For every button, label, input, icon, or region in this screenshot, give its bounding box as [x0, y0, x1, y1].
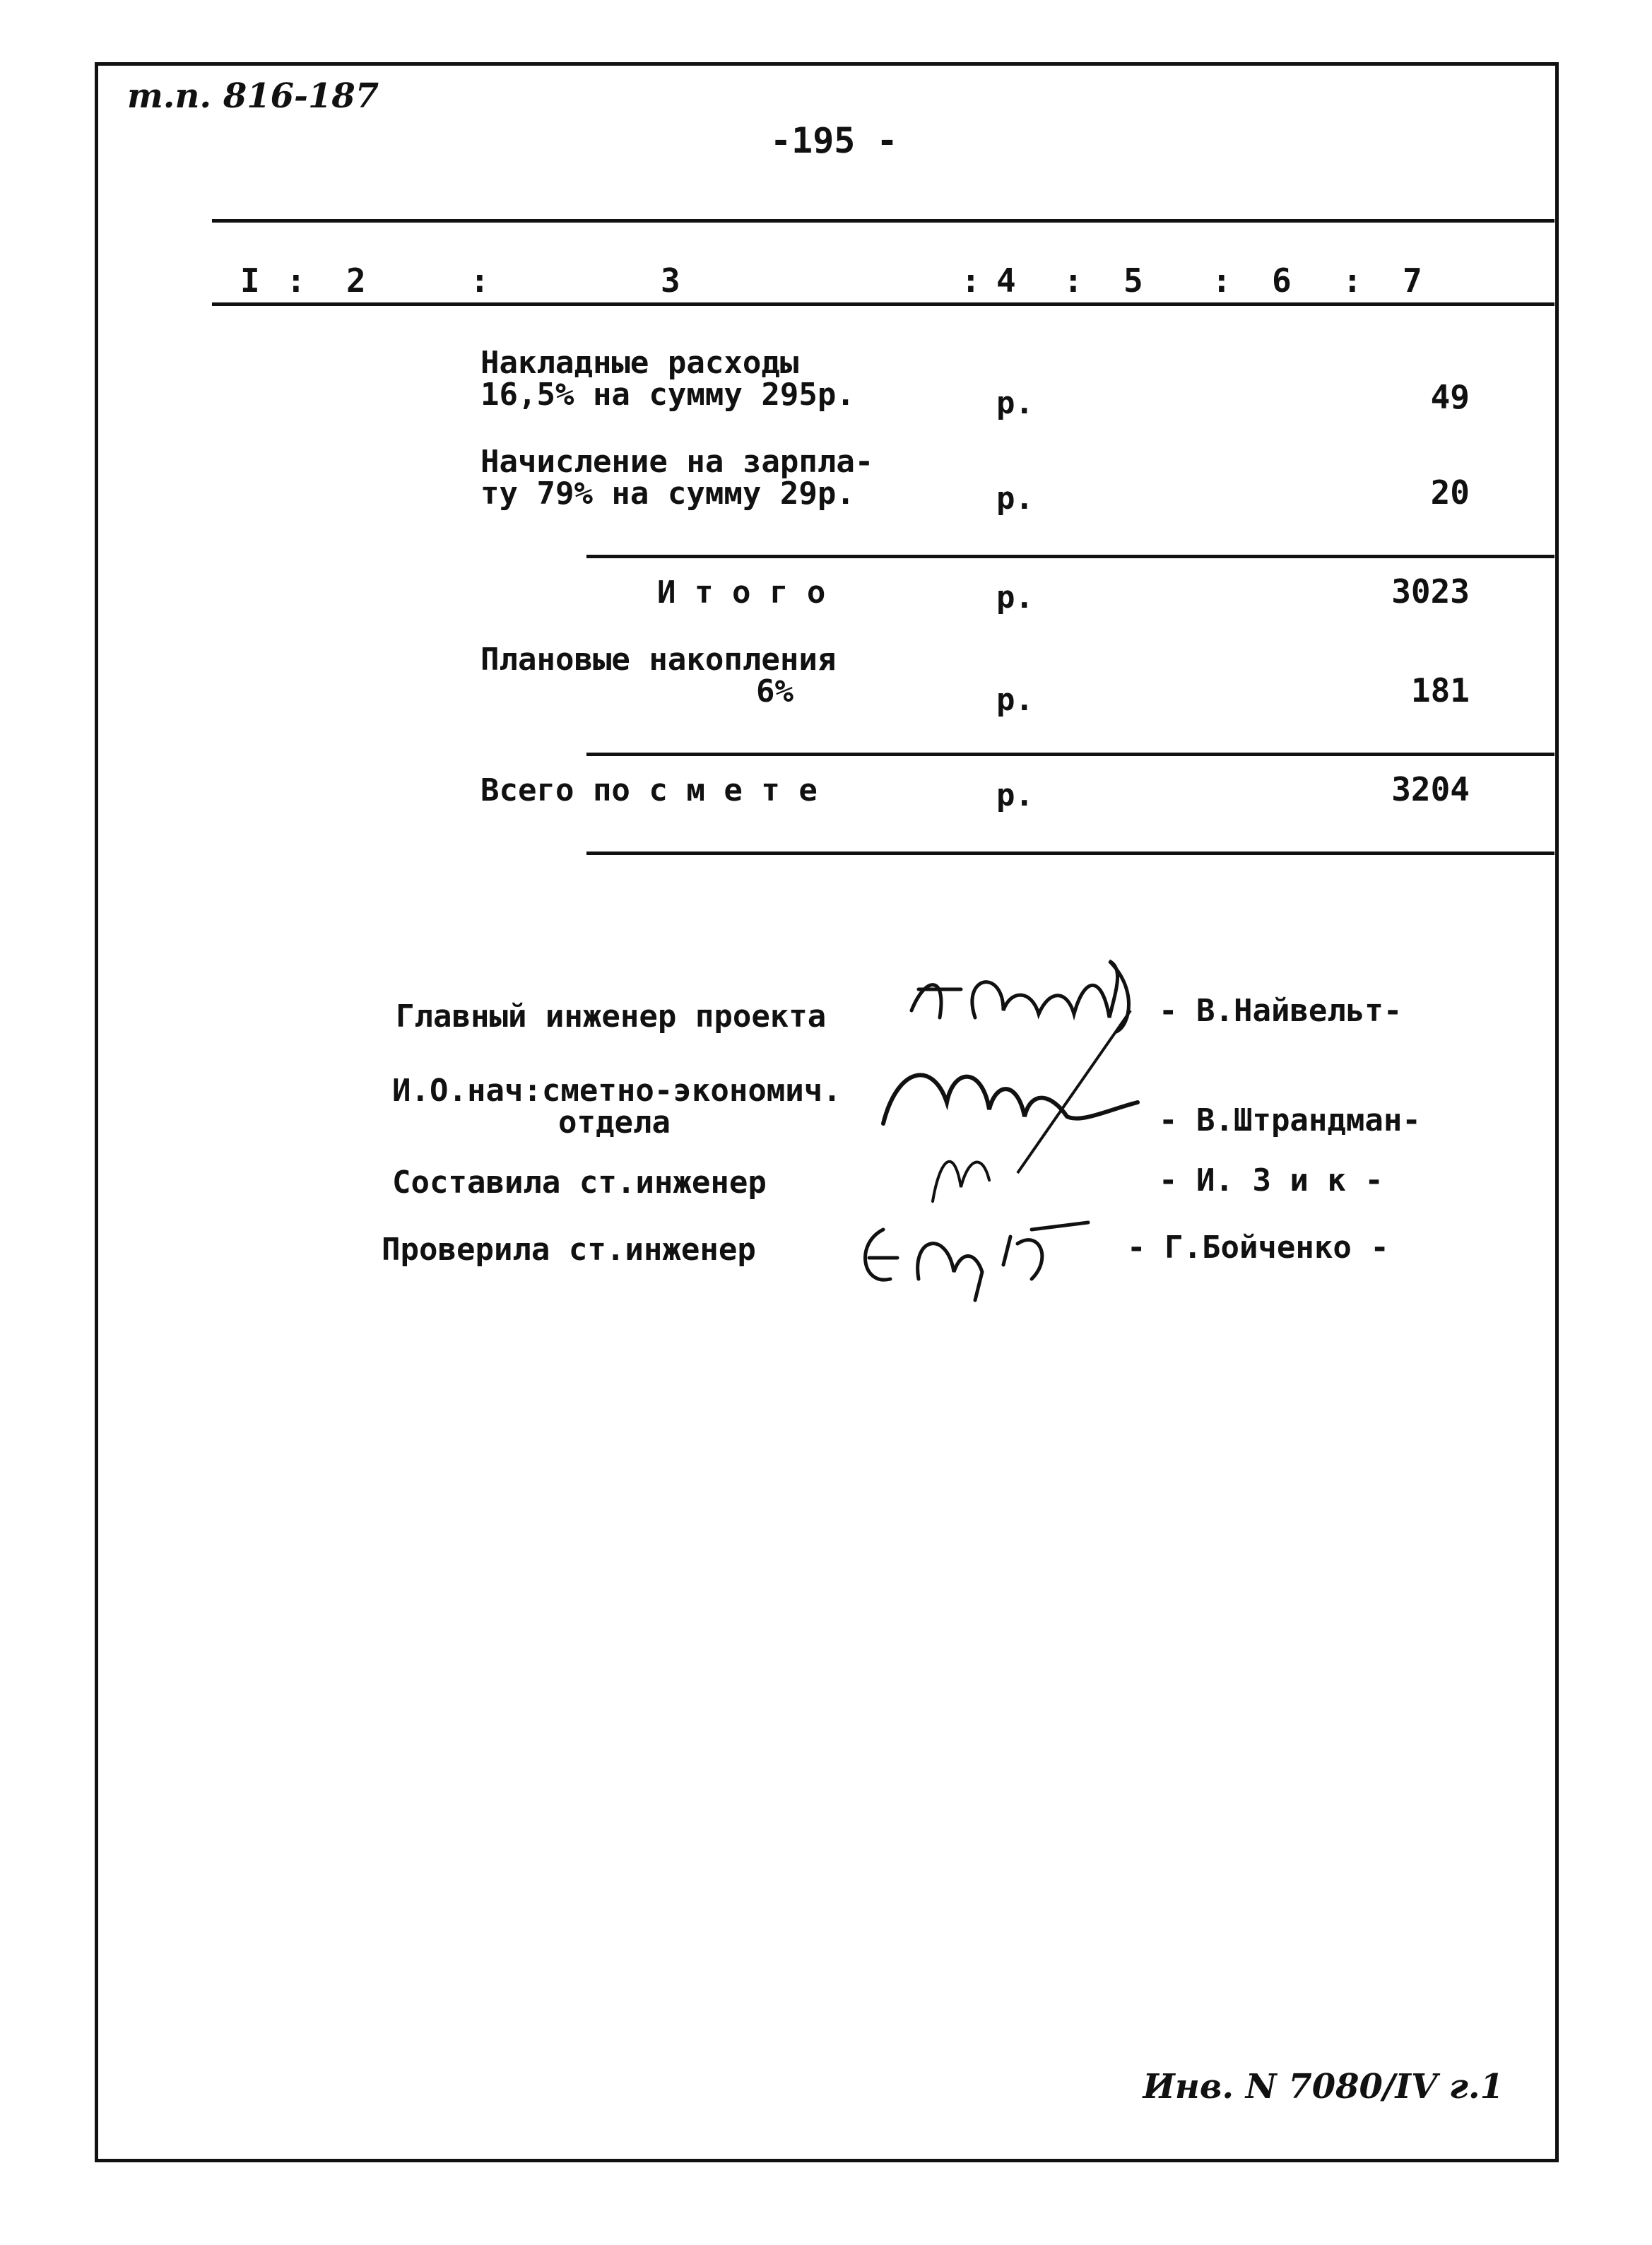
sig-2-name: - В.Штрандман-: [1159, 1102, 1421, 1138]
subtotal-rule: [586, 555, 1554, 558]
row-1-unit: р.: [996, 385, 1034, 421]
col-sep-1: :: [286, 261, 306, 300]
table-bottom-rule: [586, 852, 1554, 855]
doc-code-handwritten: т.п. 816-187: [127, 76, 379, 116]
row-1-desc-line1: Накладные расходы: [480, 345, 799, 381]
row-1-desc-line2: 16,5% на сумму 295р.: [480, 377, 855, 413]
col-num-1: I: [240, 261, 260, 300]
col-num-3: 3: [661, 261, 680, 300]
sig-2-role-line2: отдела: [558, 1104, 671, 1141]
signature-2-drawing: [869, 1039, 1152, 1166]
row-1-value: 49: [1430, 378, 1470, 416]
sig-3-name: - И. З и к -: [1159, 1162, 1383, 1198]
signature-1-drawing: [897, 947, 1152, 1053]
signature-3-drawing: [919, 1131, 1003, 1208]
column-header-rule: [212, 302, 1554, 306]
inventory-number-handwritten: Инв. N 7080/IV г.1: [1143, 2067, 1504, 2106]
row-4-value: 181: [1410, 671, 1470, 709]
row-5-unit: р.: [996, 777, 1034, 813]
col-sep-6: :: [1343, 261, 1362, 300]
row-3-desc-line1: И т о г о: [657, 574, 826, 611]
sig-4-role: Проверила ст.инженер: [382, 1232, 756, 1268]
col-num-7: 7: [1403, 261, 1422, 300]
row-4-desc-line1: Плановые накопления: [480, 642, 837, 678]
sig-1-name: - В.Найвельт-: [1159, 993, 1403, 1029]
row-2-desc-line1: Начисление на зарпла-: [480, 444, 874, 480]
sig-2-role-line1: И.О.нач:сметно-экономич.: [392, 1073, 842, 1109]
row-5-desc-line1: Всего по с м е т е: [480, 772, 818, 808]
total-rule: [586, 753, 1554, 756]
row-2-value: 20: [1430, 473, 1470, 512]
row-2-desc-line2: ту 79% на сумму 29р.: [480, 476, 855, 512]
col-sep-4: :: [1063, 261, 1083, 300]
row-3-unit: р.: [996, 579, 1034, 615]
col-num-5: 5: [1123, 261, 1143, 300]
col-sep-2: :: [470, 261, 490, 300]
col-sep-3: :: [961, 261, 981, 300]
row-3-value: 3023: [1391, 572, 1470, 611]
signature-4-drawing: [848, 1201, 1102, 1307]
row-2-unit: р.: [996, 481, 1034, 517]
sig-3-role: Составила ст.инженер: [392, 1165, 767, 1201]
col-sep-5: :: [1212, 261, 1232, 300]
row-5-value: 3204: [1391, 770, 1470, 808]
col-num-4: 4: [996, 261, 1016, 300]
page-number: -195 -: [770, 120, 898, 161]
sig-1-role: Главный инженер проекта: [396, 998, 827, 1035]
row-4-unit: р.: [996, 682, 1034, 718]
row-4-desc-line2: 6%: [756, 673, 793, 709]
table-top-rule: [212, 219, 1554, 223]
col-num-6: 6: [1272, 261, 1292, 300]
sig-4-name: - Г.Бойченко -: [1127, 1230, 1389, 1266]
col-num-2: 2: [346, 261, 366, 300]
